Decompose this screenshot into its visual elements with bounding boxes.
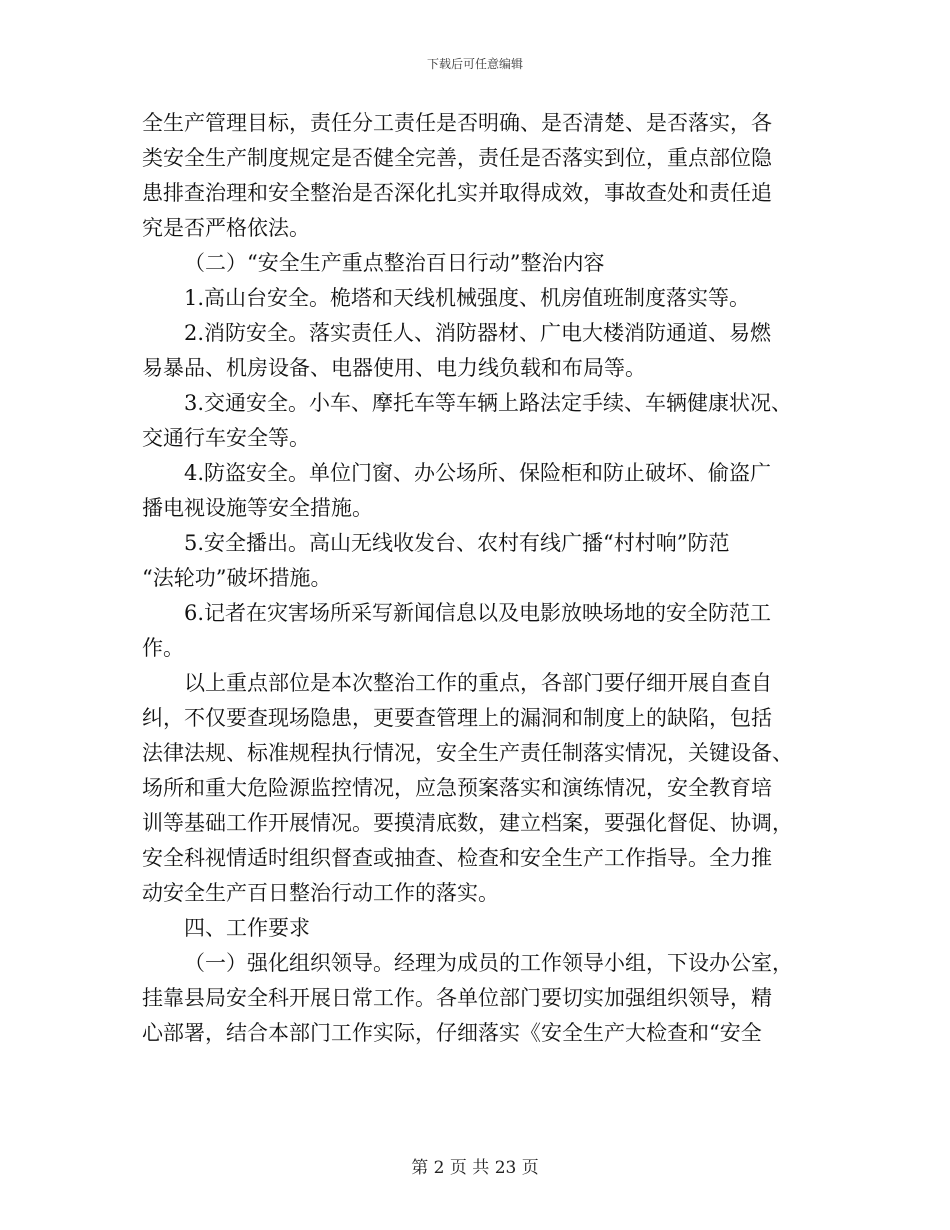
text-line: 究是否严格依法。 xyxy=(142,216,310,240)
text-line: 四、工作要求 xyxy=(184,916,310,940)
text-line: 心部署，结合本部门工作实际，仔细落实《安全生产大检查和“安全 xyxy=(142,1021,762,1045)
text-line: “法轮功”破坏措施。 xyxy=(142,566,332,590)
section-heading xyxy=(142,246,808,281)
paragraph xyxy=(142,946,808,1051)
text-line: 2.消防安全。落实责任人、消防器材、广电大楼消防通道、易燃 xyxy=(184,321,772,345)
text-line: 4.防盗安全。单位门窗、办公场所、保险柜和防止破坏、偷盗广 xyxy=(184,461,772,485)
text-line: 3.交通安全。小车、摩托车等车辆上路法定手续、车辆健康状况、 xyxy=(184,391,793,415)
text-line: 6.记者在灾害场所采写新闻信息以及电影放映场地的安全防范工 xyxy=(184,601,772,625)
text-line: （一）强化组织领导。经理为成员的工作领导小组，下设办公室， xyxy=(184,951,793,975)
text-line: 挂靠县局安全科开展日常工作。各单位部门要切实加强组织领导，精 xyxy=(142,986,772,1010)
text-line: （二）“安全生产重点整治百日行动”整治内容 xyxy=(184,251,605,275)
text-line: 场所和重大危险源监控情况，应急预案落实和演练情况，安全教育培 xyxy=(142,776,772,800)
page-footer: 第 2 页 共 23 页 xyxy=(411,1158,539,1178)
text-line: 法律法规、标准规程执行情况，安全生产责任制落实情况，关键设备、 xyxy=(142,741,793,765)
text-line: 播电视设施等安全措施。 xyxy=(142,496,373,520)
document-body xyxy=(142,106,808,1051)
list-item xyxy=(142,386,808,456)
page-header: 下载后可任意编辑 xyxy=(426,57,523,71)
list-item xyxy=(142,281,808,316)
text-line: 全生产管理目标，责任分工责任是否明确、是否清楚、是否落实，各 xyxy=(142,111,772,135)
list-item xyxy=(142,526,808,596)
list-item xyxy=(142,456,808,526)
paragraph xyxy=(142,666,808,911)
text-line: 训等基础工作开展情况。要摸清底数，建立档案，要强化督促、协调， xyxy=(142,811,793,835)
text-line: 以上重点部位是本次整治工作的重点，各部门要仔细开展自查自 xyxy=(184,671,772,695)
text-line: 作。 xyxy=(142,636,184,660)
section-heading xyxy=(142,911,808,946)
text-line: 类安全生产制度规定是否健全完善，责任是否落实到位，重点部位隐 xyxy=(142,146,772,170)
text-line: 5.安全播出。高山无线收发台、农村有线广播“村村响”防范 xyxy=(184,531,730,555)
text-line: 交通行车安全等。 xyxy=(142,426,310,450)
text-line: 安全科视情适时组织督查或抽查、检查和安全生产工作指导。全力推 xyxy=(142,846,772,870)
text-line: 纠，不仅要查现场隐患，更要查管理上的漏洞和制度上的缺陷，包括 xyxy=(142,706,772,730)
paragraph xyxy=(142,106,808,246)
text-line: 动安全生产百日整治行动工作的落实。 xyxy=(142,881,499,905)
list-item xyxy=(142,316,808,386)
list-item xyxy=(142,596,808,666)
text-line: 易暴品、机房设备、电器使用、电力线负载和布局等。 xyxy=(142,356,646,380)
text-line: 患排查治理和安全整治是否深化扎实并取得成效，事故查处和责任追 xyxy=(142,181,772,205)
text-line: 1.高山台安全。桅塔和天线机械强度、机房值班制度落实等。 xyxy=(184,286,751,310)
